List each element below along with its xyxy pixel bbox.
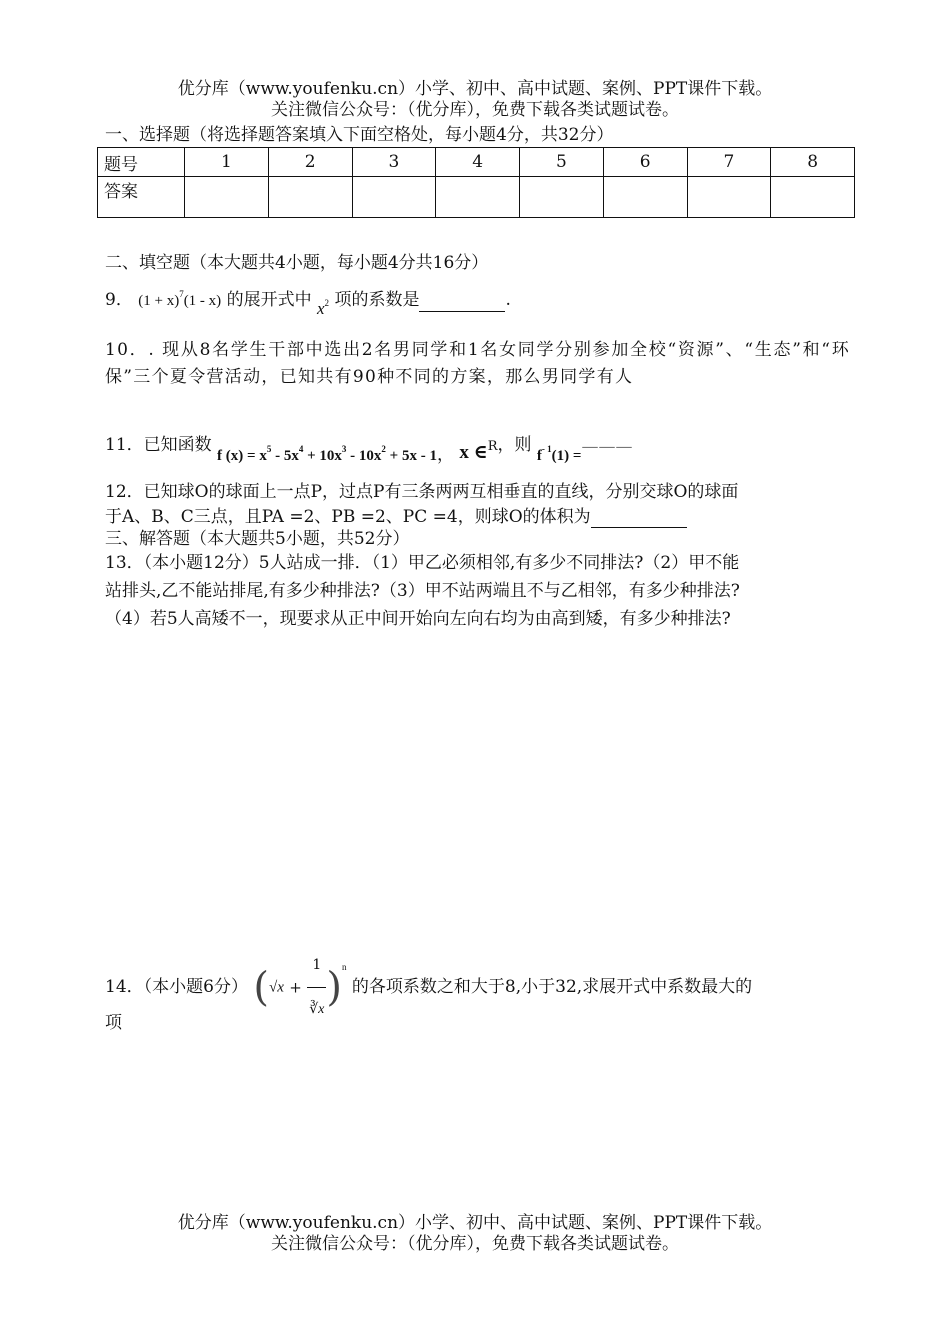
table-number-cell: 2	[268, 148, 352, 177]
q9-number: 9．	[105, 290, 133, 310]
section1-title: 一、选择题（将选择题答案填入下面空格处，每小题4分，共32分）	[105, 125, 614, 145]
q14-text: 的各项系数之和大于8,小于32,求展开式中系数最大的	[351, 977, 753, 997]
q9-answer-blank[interactable]	[419, 311, 505, 312]
q9-text: 的展开式中	[226, 290, 312, 310]
q14-prefix: 14．（本小题6分）	[105, 977, 248, 997]
answer-table-header-row	[98, 148, 855, 177]
answer-cell[interactable]	[268, 177, 352, 218]
question-11: 11．已知函数 f $(x) = x^5 - 5x^4 + 10x^3 - 10x^2 + 5x - 1$， x ∈R，则 $f^{- 1}(1)$ =———	[105, 435, 633, 465]
section3-title: 三、解答题（本大题共5小题，共52分）	[105, 529, 410, 549]
q9-text-2: 项的系数是	[334, 290, 420, 310]
answer-cell[interactable]	[520, 177, 604, 218]
footer-line-2: 关注微信公众号：（优分库），免费下载各类试题试卷。	[271, 1234, 679, 1254]
answer-cell[interactable]	[352, 177, 436, 218]
answer-table	[97, 147, 855, 218]
footer-line-1: 优分库（www.youfenku.cn）小学、初中、高中试题、案例、PPT课件下载。	[177, 1213, 773, 1233]
q9-x-squared: $x^2$	[317, 298, 330, 318]
section2-title: 二、填空题（本大题共4小题，每小题4分共16分）	[105, 253, 489, 273]
q11-answer-blank[interactable]: ———	[581, 437, 633, 457]
q11-real-set: R	[487, 439, 498, 454]
table-number-cell: 7	[687, 148, 771, 177]
table-number-cell: 3	[352, 148, 436, 177]
table-number-cell: 1	[185, 148, 269, 177]
table-label-question-number: 题号	[98, 148, 185, 177]
q11-inverse: $f^{- 1}(1)$ =	[536, 444, 582, 464]
table-number-cell: 8	[771, 148, 855, 177]
question-13-line-1: 13．（本小题12分）5人站成一排．（1）甲乙必须相邻,有多少不同排法?（2）甲不能	[105, 553, 740, 573]
question-9: 9． $(1 + x)^7(1 - x)$ 的展开式中 $x^2$ 项的系数是 .	[105, 289, 511, 318]
answer-cell[interactable]	[603, 177, 687, 218]
answer-cell[interactable]	[436, 177, 520, 218]
question-14-tail: 项	[105, 1013, 122, 1033]
q11-function: f $(x) = x^5 - 5x^4 + 10x^3 - 10x^2 + 5x - 1$	[217, 444, 437, 464]
answer-table-answer-row	[98, 177, 855, 218]
question-13-line-3: （4）若5人高矮不一，现要求从正中间开始向左向右均为由高到矮，有多少种排法?	[105, 609, 731, 629]
question-14	[105, 943, 752, 1032]
answer-cell[interactable]	[687, 177, 771, 218]
table-number-cell: 6	[603, 148, 687, 177]
question-12-line-2: 于A、B、C三点，且PA =2、PB =2、PC =4，则球O的体积为	[105, 506, 687, 528]
table-number-cell: 5	[520, 148, 604, 177]
q11-x-in: x ∈	[459, 442, 488, 463]
q12-answer-blank[interactable]	[591, 527, 687, 528]
header-line-1: 优分库（www.youfenku.cn）小学、初中、高中试题、案例、PPT课件下载。	[177, 79, 773, 99]
table-label-answer: 答案	[98, 177, 185, 218]
question-12-line-1: 12．已知球O的球面上一点P，过点P有三条两两互相垂直的直线，分别交球O的球面	[105, 482, 739, 502]
question-10: 10．. 现从8名学生干部中选出2名男同学和1名女同学分别参加全校“资源”、“生态”和“环保”三个夏令营活动，已知共有90种不同的方案，那么男同学有人	[105, 340, 850, 387]
question-13-line-2: 站排头,乙不能站排尾,有多少种排法?（3）甲不站两端且不与乙相邻，有多少种排法?	[105, 581, 740, 601]
q9-expression: $(1 + x)^7(1 - x)$	[138, 289, 222, 309]
answer-cell[interactable]	[771, 177, 855, 218]
q14-expression: (√x + $\frac{1}{∛x}$ )$^n$	[253, 943, 346, 1032]
header-line-2: 关注微信公众号：（优分库），免费下载各类试题试卷。	[271, 100, 679, 120]
q11-prefix: 11．已知函数	[105, 435, 212, 455]
answer-cell[interactable]	[185, 177, 269, 218]
table-number-cell: 4	[436, 148, 520, 177]
